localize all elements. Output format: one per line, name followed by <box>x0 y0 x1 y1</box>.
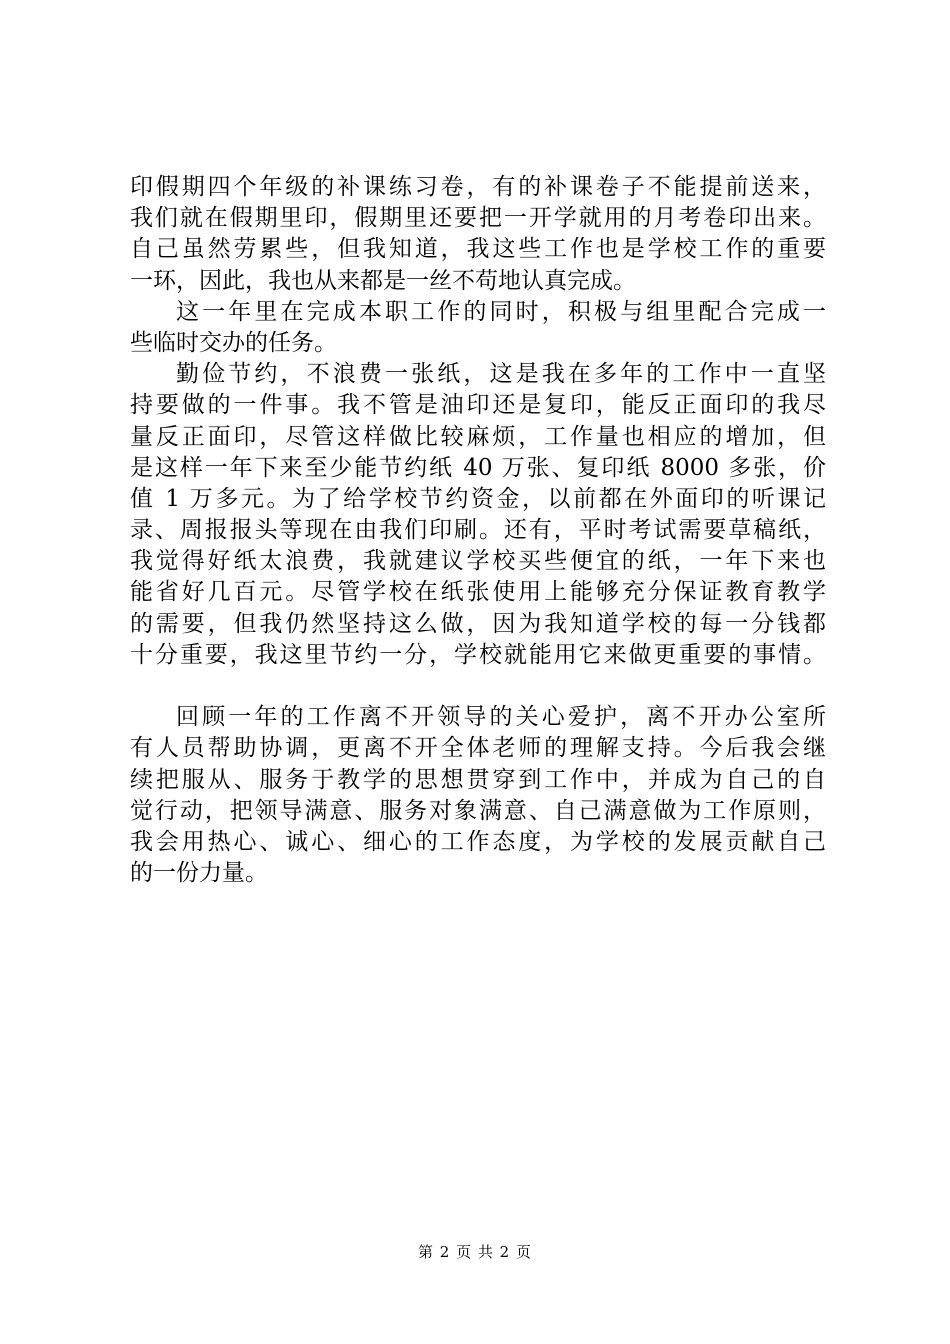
text-line: 值 1 万多元。为了给学校节约资金，以前都在外面印的听课记 <box>130 485 826 512</box>
text-line: 我会用热心、诚心、细心的工作态度，为学校的发展贡献自己 <box>130 828 826 855</box>
text-line: 是这样一年下来至少能节约纸 40 万张、复印纸 8000 多张，价 <box>130 454 826 481</box>
paragraph <box>130 172 826 297</box>
text-line: 些临时交办的任务。 <box>130 329 337 356</box>
text-line: 我觉得好纸太浪费，我就建议学校买些便宜的纸，一年下来也 <box>130 548 826 575</box>
paragraph <box>130 359 826 671</box>
text-line: 十分重要，我这里节约一分，学校就能用它来做更重要的事情。 <box>130 641 826 668</box>
text-line: 的需要，但我仍然坚持这么做，因为我知道学校的每一分钱都 <box>130 610 826 637</box>
text-line: 印假期四个年级的补课练习卷，有的补课卷子不能提前送来， <box>130 174 826 200</box>
text-line: 持要做的一件事。我不管是油印还是复印，能反正面印的我尽 <box>130 392 826 419</box>
paragraph-spacer <box>130 671 826 702</box>
paragraph <box>130 702 826 889</box>
text-line: 自己虽然劳累些，但我知道，我这些工作也是学校工作的重要 <box>130 236 826 263</box>
page-footer: 第 2 页 共 2 页 <box>418 1243 532 1261</box>
text-line: 觉行动，把领导满意、服务对象满意、自己满意做为工作原则， <box>130 797 826 824</box>
body-text <box>130 172 826 889</box>
text-line: 能省好几百元。尽管学校在纸张使用上能够充分保证教育教学 <box>130 579 826 606</box>
text-line: 的一份力量。 <box>130 860 268 887</box>
text-line: 一环，因此，我也从来都是一丝不苟地认真完成。 <box>130 267 636 294</box>
text-line: 录、周报报头等现在由我们印刷。还有，平时考试需要草稿纸， <box>130 517 826 544</box>
text-line: 我们就在假期里印，假期里还要把一开学就用的月考卷印出来。 <box>130 205 826 232</box>
text-line: 这一年里在完成本职工作的同时，积极与组里配合完成一 <box>176 298 826 325</box>
text-line: 续把服从、服务于教学的思想贯穿到工作中，并成为自己的自 <box>130 766 826 793</box>
text-line: 回顾一年的工作离不开领导的关心爱护，离不开办公室所 <box>176 704 826 731</box>
text-line: 勤俭节约，不浪费一张纸，这是我在多年的工作中一直坚 <box>176 361 826 388</box>
text-line: 有人员帮助协调，更离不开全体老师的理解支持。今后我会继 <box>130 735 826 762</box>
text-line: 量反正面印，尽管这样做比较麻烦，工作量也相应的增加，但 <box>130 423 826 450</box>
paragraph <box>130 297 826 359</box>
